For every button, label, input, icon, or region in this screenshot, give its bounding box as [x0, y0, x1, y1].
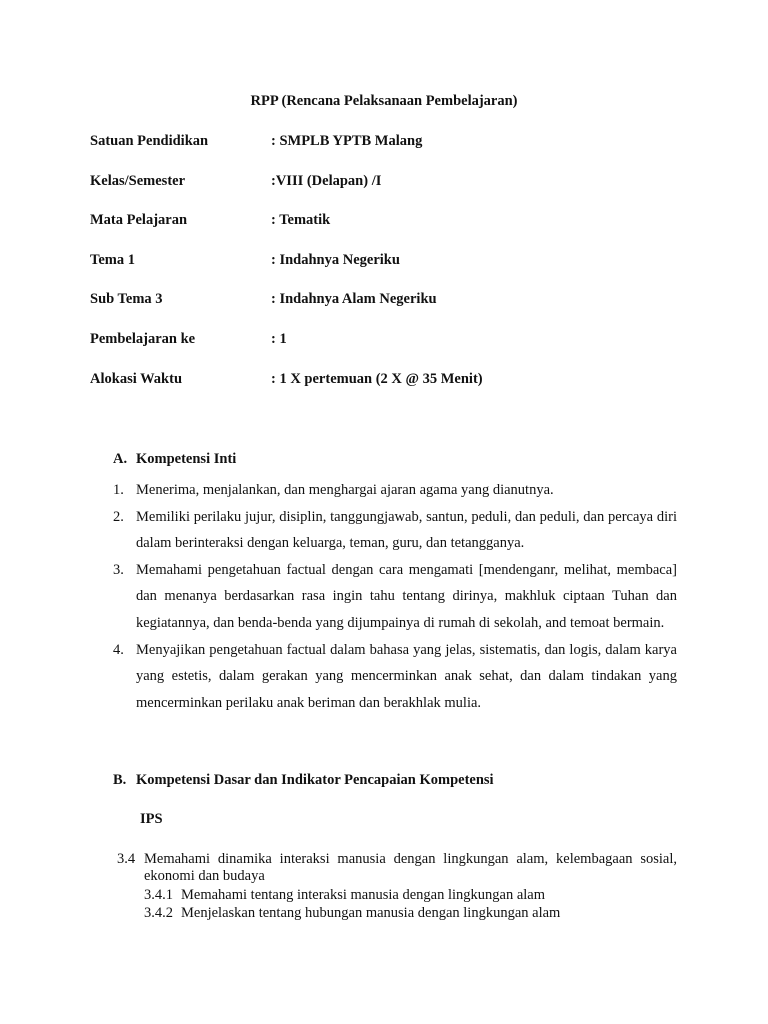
section-a-heading: [113, 451, 236, 468]
section-b-heading: [113, 772, 494, 789]
meta-row-satuan-pendidikan: [90, 133, 690, 153]
meta-value: : Indahnya Negeriku: [271, 252, 400, 268]
indicator-text: Menjelaskan tentang hubungan manusia dengan lingkungan alam: [181, 905, 561, 921]
list-item: [113, 557, 677, 637]
meta-label: Mata Pelajaran: [90, 212, 188, 228]
meta-label: Sub Tema 3: [90, 291, 163, 307]
list-item-text: Memahami pengetahuan factual dengan cara mengamati [mendenganr, melihat, membaca] dan menanya berdasarkan rasa ingin tahu tentang dirinya, makhluk ciptaan Tuhan dan kegiatannya, dan benda-benda yang dijumpainya di rumah di sekolah, and temoat bermain.: [136, 561, 677, 631]
meta-label: Tema 1: [90, 252, 135, 268]
meta-value: : Tematik: [271, 212, 331, 228]
meta-row-pembelajaran-ke: [90, 331, 690, 351]
list-item-text: Menerima, menjalankan, dan menghargai ajaran agama yang dianutnya.: [136, 482, 554, 498]
section-title: Kompetensi Dasar dan Indikator Pencapaian Kompetensi: [136, 772, 494, 788]
list-item: [113, 637, 677, 717]
section-letter: B.: [113, 772, 127, 788]
list-item-text: Memiliki perilaku jujur, disiplin, tanggungjawab, santun, peduli, dan peduli, dan percaya diri dalam berinteraksi dengan keluarga, teman, guru, dan tetangganya.: [136, 508, 677, 552]
section-title: Kompetensi Inti: [136, 451, 237, 467]
meta-row-sub-tema: [90, 291, 690, 311]
meta-value: : SMPLB YPTB Malang: [271, 133, 423, 149]
kompetensi-inti-list: [113, 477, 677, 716]
indicator-number: 3.4.1: [144, 887, 173, 903]
indicator-number: 3.4.2: [144, 905, 173, 921]
meta-row-mata-pelajaran: [90, 212, 690, 232]
list-item: [113, 477, 677, 504]
list-item-number: 3.: [113, 561, 124, 578]
meta-row-alokasi-waktu: [90, 371, 690, 391]
kd-text: Memahami dinamika interaksi manusia dengan lingkungan alam, kelembagaan sosial, ekonomi dan budaya: [144, 851, 677, 884]
list-item-text: Menyajikan pengetahuan factual dalam bahasa yang jelas, sistematis, dan logis, dalam karya yang estetis, dalam gerakan yang mencerminkan anak sehat, dan dalam tindakan yang mencerminkan perilaku anak beriman dan berakhlak mulia.: [136, 641, 677, 711]
meta-label: Kelas/Semester: [90, 173, 186, 189]
meta-label: Alokasi Waktu: [90, 371, 183, 387]
meta-label: Satuan Pendidikan: [90, 133, 209, 149]
list-item-number: 4.: [113, 641, 124, 658]
meta-row-tema: [90, 252, 690, 272]
list-item-number: 1.: [113, 482, 124, 498]
indicator-row: [144, 905, 684, 923]
document-title: RPP (Rencana Pelaksanaan Pembelajaran): [250, 93, 518, 109]
meta-label: Pembelajaran ke: [90, 331, 196, 347]
indicator-row: [144, 887, 684, 905]
meta-value: : 1: [271, 331, 287, 347]
indicator-text: Memahami tentang interaksi manusia dengan lingkungan alam: [181, 887, 546, 903]
list-item: [113, 504, 677, 557]
meta-value: : 1 X pertemuan (2 X @ 35 Menit): [271, 371, 483, 387]
kompetensi-dasar-item: [117, 851, 677, 885]
section-letter: A.: [113, 451, 128, 467]
meta-value: :VIII (Delapan) /I: [271, 173, 382, 189]
kd-number: 3.4: [117, 851, 136, 867]
list-item-number: 2.: [113, 508, 124, 525]
meta-value: : Indahnya Alam Negeriku: [271, 291, 437, 307]
subject-heading-ips: IPS: [140, 811, 163, 827]
meta-row-kelas-semester: [90, 173, 690, 193]
